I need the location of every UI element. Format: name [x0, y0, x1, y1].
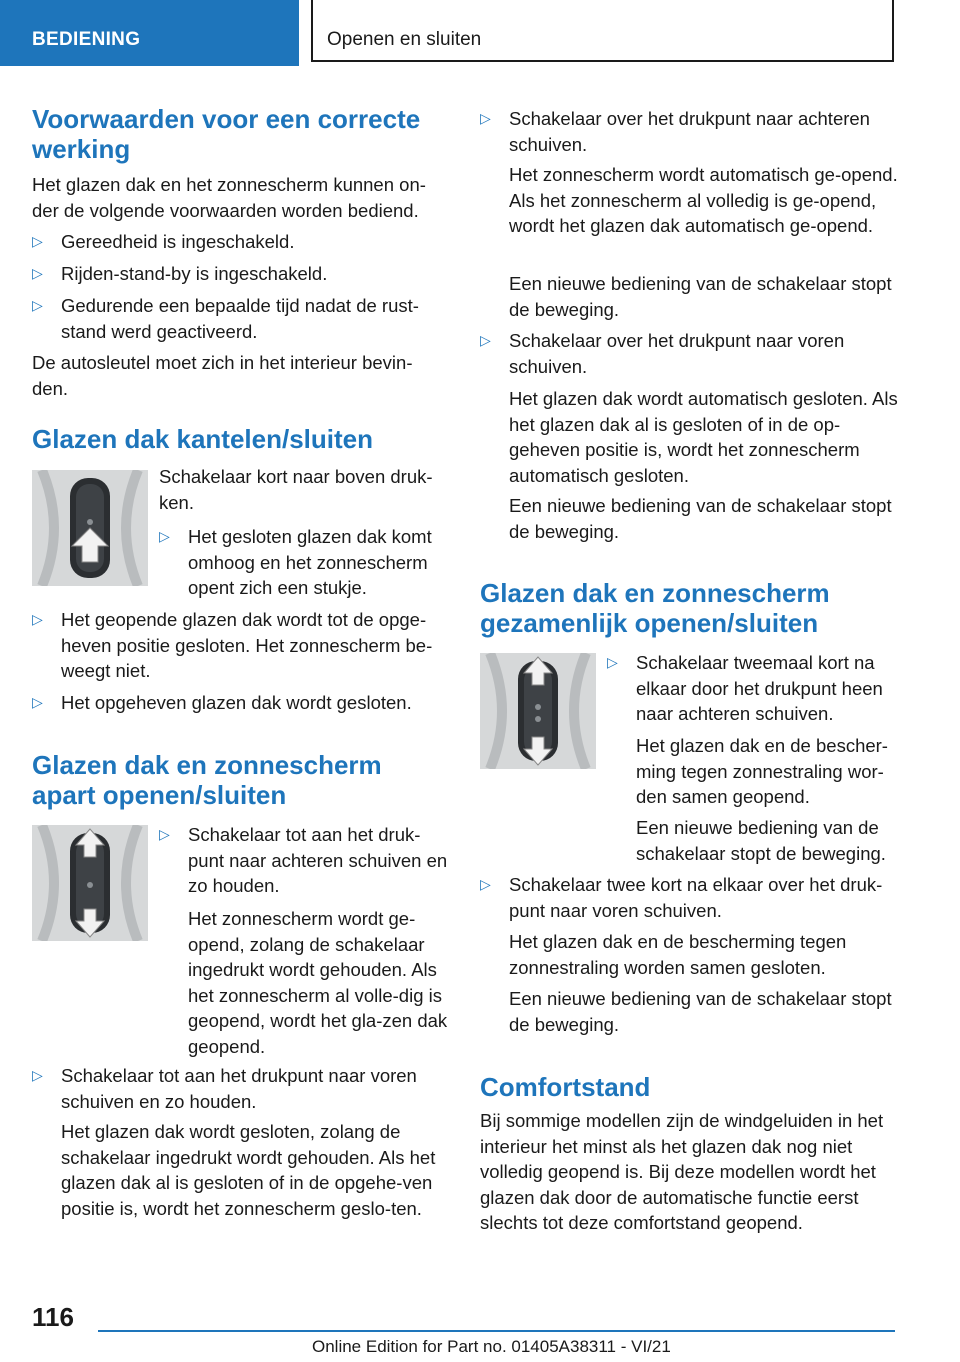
- paragraph-key: De autosleutel moet zich in het interieur bevin-den.: [32, 352, 413, 399]
- list-item-detail: Het glazen dak wordt automatisch gesloten. Als het glazen dak al is gesloten of in de op-geheven positie is, wordt het zonnescherm automatisch gesloten.: [509, 388, 898, 486]
- list-item-detail: Het glazen dak en de bescher-ming tegen zonnestraling wor-den samen geopend.: [636, 735, 888, 807]
- paragraph-comfort: Bij sommige modellen zijn de windgeluiden in het interieur het minst als het glazen dak nog niet volledig geopend is. Bij deze modellen wordt het glazen dak door de automatische functie eerst slechts tot deze comfortstand geopend.: [480, 1110, 884, 1233]
- bullet-triangle-icon: ▷: [32, 265, 43, 281]
- bullet-triangle-icon: ▷: [32, 233, 43, 249]
- list-item-detail: Een nieuwe bediening van de schakelaar stopt de beweging.: [509, 988, 892, 1035]
- list-item-detail: Een nieuwe bediening van de schakelaar stopt de beweging.: [636, 817, 886, 864]
- heading-comfort: Comfortstand: [480, 1072, 651, 1102]
- heading-tilt: Glazen dak kantelen/sluiten: [32, 424, 373, 454]
- list-item-detail: Het glazen dak wordt gesloten, zolang de schakelaar ingedrukt wordt gehouden. Als het glazen dak al is gesloten of in de opgehe-ven positie is, wordt het zonnescherm geslo-ten.: [61, 1121, 436, 1219]
- list-item: ▷ Het geopende glazen dak wordt tot de opge-heven positie gesloten. Het zonnescherm be-weegt niet.: [32, 609, 433, 681]
- list-item: ▷ Rijden-stand-by is ingeschakeld.: [32, 261, 447, 287]
- edition-note: Online Edition for Part no. 01405A38311 - VI/21: [312, 1337, 671, 1356]
- bullet-triangle-icon: ▷: [607, 654, 618, 670]
- list-item: ▷ Schakelaar tweemaal kort na elkaar door het drukpunt heen naar achteren schuiven.: [607, 652, 883, 724]
- bullet-triangle-icon: ▷: [32, 694, 43, 710]
- list-item: ▷ Schakelaar twee kort na elkaar over het druk-punt naar voren schuiven.: [480, 874, 883, 921]
- list-item-detail: Het glazen dak en de bescherming tegen zonnestraling worden samen gesloten.: [509, 931, 847, 978]
- heading-requirements: Voorwaarden voor een correcte werking: [32, 104, 421, 164]
- bullet-triangle-icon: ▷: [159, 826, 170, 842]
- heading-separate: Glazen dak en zonnescherm apart openen/sluiten: [32, 750, 382, 810]
- list-item: ▷ Gedurende een bepaalde tijd nadat de rust-stand werd geactiveerd.: [32, 295, 419, 342]
- chapter-header: [311, 0, 894, 62]
- bullet-triangle-icon: ▷: [480, 876, 491, 892]
- bullet-triangle-icon: ▷: [32, 1067, 43, 1083]
- list-item: ▷ Schakelaar tot aan het druk-punt naar achteren schuiven en zo houden.: [159, 824, 448, 896]
- switch-separate-image: [32, 825, 148, 941]
- bullet-triangle-icon: ▷: [480, 110, 491, 126]
- switch-together-image: [480, 653, 596, 769]
- bullet-triangle-icon: ▷: [159, 528, 170, 544]
- bullet-triangle-icon: ▷: [480, 332, 491, 348]
- list-item-detail: Een nieuwe bediening van de schakelaar stopt de beweging.: [509, 273, 892, 320]
- chapter-title: Openen en sluiten: [327, 29, 482, 50]
- section-tab: [0, 0, 299, 66]
- footer-divider: [98, 1330, 895, 1332]
- page-number: 116: [32, 1302, 74, 1332]
- list-item-detail: Een nieuwe bediening van de schakelaar stopt de beweging.: [509, 495, 892, 542]
- list-item: ▷ Schakelaar over het drukpunt naar voren schuiven.: [480, 330, 845, 377]
- switch-tilt-image: [32, 470, 148, 586]
- list-item: ▷ Het opgeheven glazen dak wordt gesloten.: [32, 690, 447, 716]
- list-item: ▷ Schakelaar tot aan het drukpunt naar voren schuiven en zo houden.: [32, 1065, 417, 1112]
- list-item: ▷ Schakelaar over het drukpunt naar achteren schuiven.: [480, 108, 870, 155]
- section-label: BEDIENING: [32, 29, 141, 50]
- list-item-detail: Het zonnescherm wordt ge-opend, zolang de schakelaar ingedrukt wordt gehouden. Als het zonnescherm al volle-dig is geopend, wordt het gla-zen dak geopend.: [188, 908, 448, 1057]
- paragraph-tilt: Schakelaar kort naar boven druk-ken.: [159, 466, 433, 513]
- bullet-triangle-icon: ▷: [32, 297, 43, 313]
- heading-together: Glazen dak en zonnescherm gezamenlijk openen/sluiten: [480, 578, 830, 638]
- list-item: ▷ Gereedheid is ingeschakeld.: [32, 229, 447, 255]
- list-item-detail: Het zonnescherm wordt automatisch ge-opend. Als het zonnescherm al volledig is ge-opend, wordt het glazen dak automatisch ge-opend.: [509, 164, 898, 236]
- paragraph-requirements: Het glazen dak en het zonnescherm kunnen on-der de volgende voorwaarden worden bediend.: [32, 174, 426, 221]
- list-item: ▷ Het gesloten glazen dak komt omhoog en het zonnescherm opent zich een stukje.: [159, 526, 432, 598]
- bullet-triangle-icon: ▷: [32, 611, 43, 627]
